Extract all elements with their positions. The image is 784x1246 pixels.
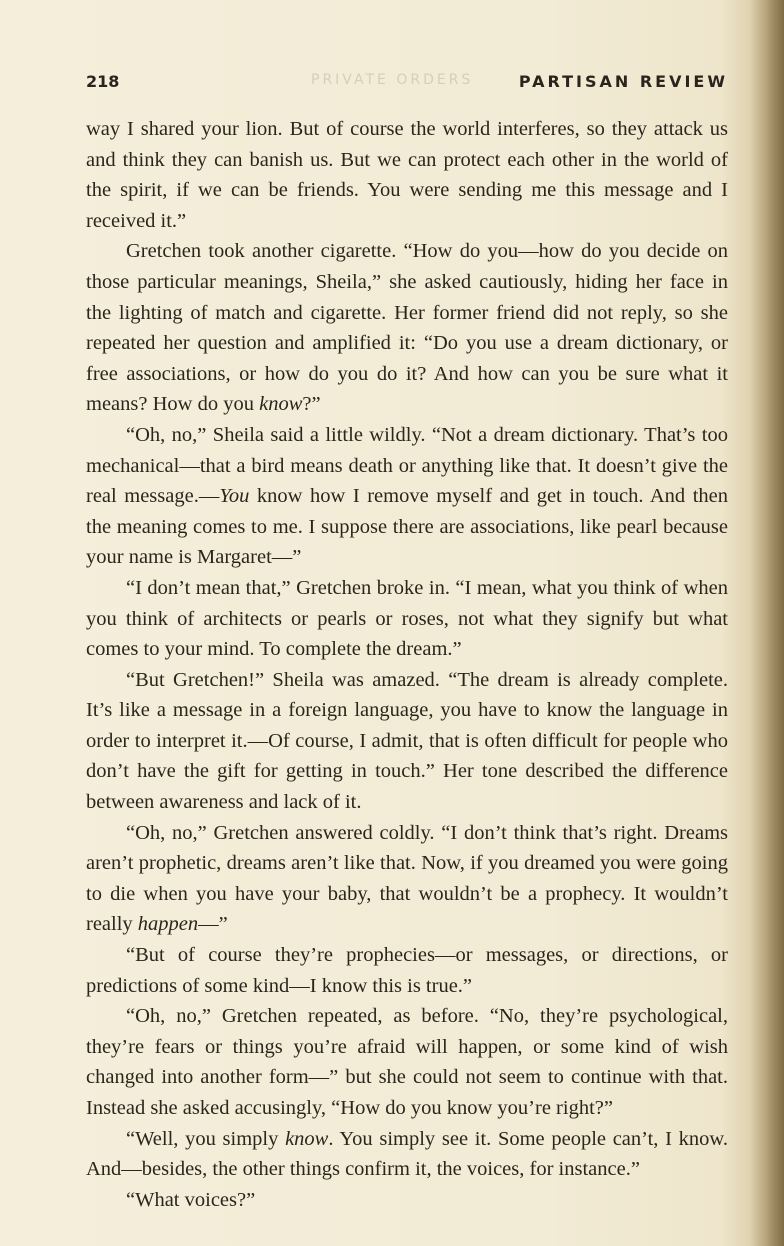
italic-text: know <box>259 393 303 416</box>
paragraph <box>86 1001 728 1123</box>
spine-shadow <box>750 0 784 1246</box>
text-span: ?” <box>302 393 321 416</box>
paragraph <box>86 114 728 236</box>
italic-text: know <box>285 1127 329 1150</box>
paragraph <box>86 1124 728 1185</box>
page-header <box>86 72 728 96</box>
text-span: “I don’t mean that,” Gretchen broke in. “I mean, what you think of when you think of architects or pearls or roses, not what they signify but what comes to your mind. To complete the dream.” <box>86 576 728 661</box>
paragraph <box>86 818 728 940</box>
text-span: “Well, you simply <box>126 1127 286 1150</box>
running-head: PARTISAN REVIEW <box>518 72 728 91</box>
text-span: . You simply see it. Some people can’t, I know. And—besides, the other things confirm it, the voices, for instance.” <box>86 1127 728 1181</box>
text-span: “Oh, no,” Gretchen repeated, as before. “No, they’re psychological, they’re fears or things you’re afraid will happen, or some kind of wish changed into another form—” but she could not seem to continue with that. Instead she asked accusingly, “How do you know you’re right?” <box>86 1005 728 1119</box>
paragraph <box>86 573 728 665</box>
paragraph <box>86 236 728 420</box>
body-text <box>86 114 728 1215</box>
paragraph <box>86 420 728 573</box>
text-span: “But of course they’re prophecies—or messages, or directions, or predictions of some kind—I know this is true.” <box>86 944 728 997</box>
paragraph <box>86 665 728 818</box>
text-span: “Oh, no,” Sheila said a little wildly. “Not a dream dictionary. That’s too mechanical—that a bird means death or anything like that. It doesn’t give the real message.— <box>86 423 728 508</box>
italic-text: You <box>219 485 250 508</box>
text-span: “But Gretchen!” Sheila was amazed. “The dream is already complete. It’s like a message in a foreign language, you have to know the language in order to interpret it.—Of course, I admit, that is often difficult for people who don’t have the gift for getting in touch.” Her tone described the difference between awareness and lack of it. <box>86 668 728 814</box>
text-span: “Oh, no,” Gretchen answered coldly. “I don’t think that’s right. Dreams aren’t prophetic, dreams aren’t like that. Now, if you dreamed you were going to die when you have your baby, that wouldn’t be a prophecy. It wouldn’t really <box>86 821 728 936</box>
text-span: Gretchen took another cigarette. “How do you—how do you decide on those particular meanings, Sheila,” she asked cautiously, hiding her face in the lighting of match and cigarette. Her former friend did not reply, so she repeated her question and amplified it: “Do you use a dream dictionary, or free associations, or how do you do it? And how can you be sure what it means? How do you <box>86 240 728 416</box>
show-through-text: PRIVATE ORDERS <box>311 72 474 88</box>
page-number: 218 <box>86 72 120 91</box>
text-span: know how I remove myself and get in touch. And then the meaning comes to me. I suppose there are associations, like pearl because your name is Margaret—” <box>86 485 728 569</box>
paragraph <box>86 940 728 1001</box>
paragraph <box>86 1185 728 1216</box>
text-span: way I shared your lion. But of course the world interferes, so they attack us and think they can banish us. But we can protect each other in the world of the spirit, if we can be friends. You were sending me this message and I received it.” <box>86 118 728 232</box>
text-span: —” <box>198 913 228 936</box>
text-span: “What voices?” <box>126 1188 256 1211</box>
italic-text: happen <box>137 913 199 936</box>
